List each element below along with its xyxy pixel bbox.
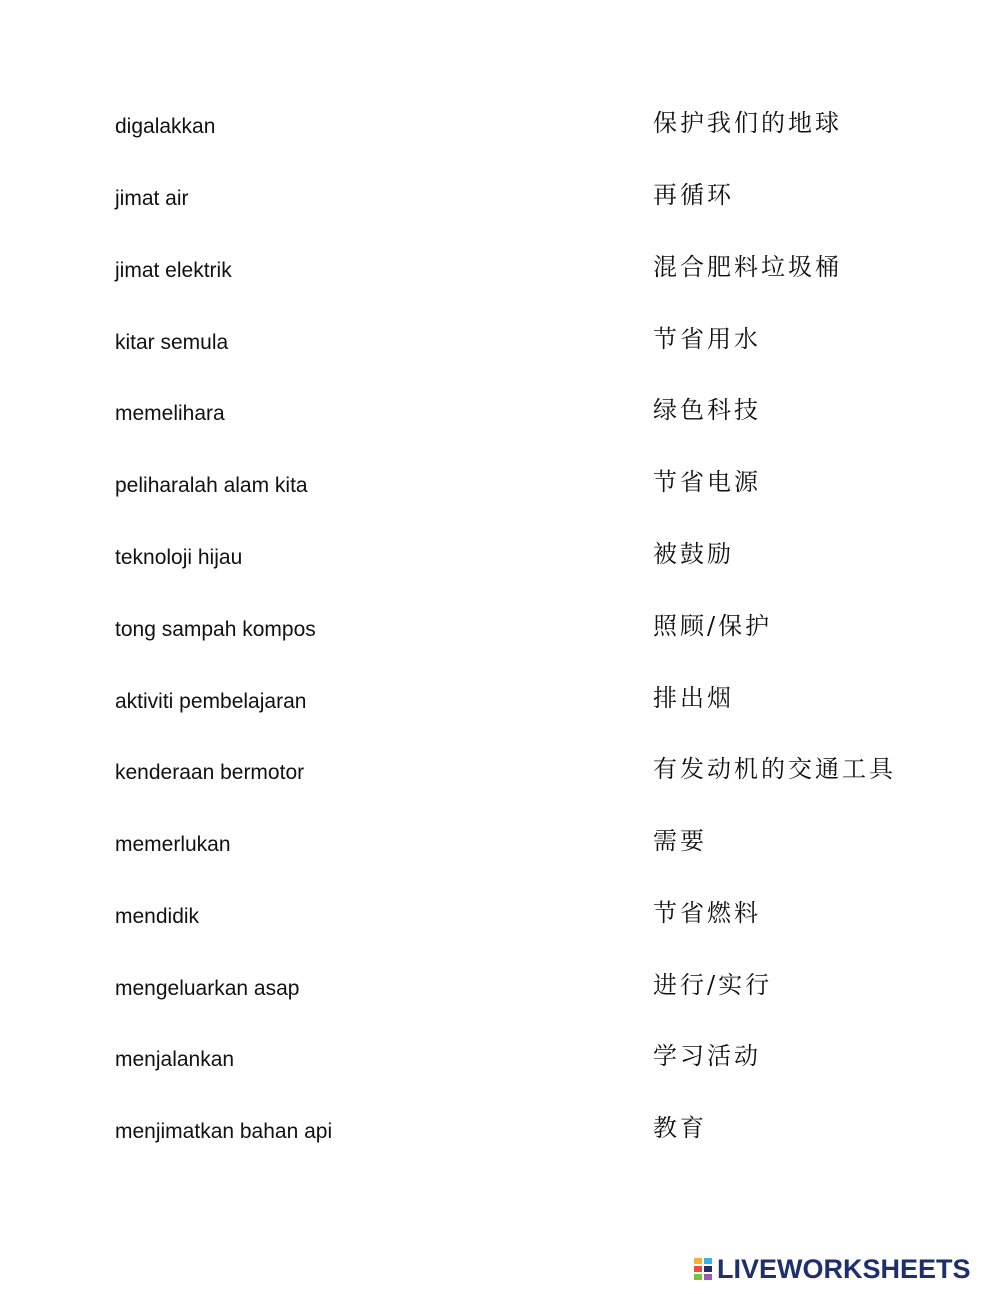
word-row	[0, 681, 1000, 721]
malay-word: aktiviti pembelajaran	[115, 690, 307, 713]
logo-cell	[693, 1257, 703, 1265]
logo-cell	[703, 1273, 713, 1281]
malay-word: digalakkan	[115, 115, 216, 138]
malay-word: menjimatkan bahan api	[115, 1120, 333, 1143]
liveworksheets-logo-icon	[693, 1257, 713, 1281]
malay-word: tong sampah kompos	[115, 618, 316, 641]
chinese-word: 照顾/保护	[653, 612, 773, 640]
logo-cell	[693, 1273, 703, 1281]
chinese-word: 需要	[653, 827, 707, 855]
word-row	[0, 465, 1000, 505]
malay-word: mengeluarkan asap	[115, 977, 300, 1000]
chinese-word: 节省电源	[653, 468, 761, 496]
word-row	[0, 824, 1000, 864]
liveworksheets-brand	[693, 1254, 971, 1284]
word-row	[0, 250, 1000, 290]
chinese-word: 节省燃料	[653, 899, 761, 927]
word-row	[0, 1039, 1000, 1079]
word-row	[0, 393, 1000, 433]
chinese-word: 再循环	[653, 181, 734, 209]
word-row	[0, 896, 1000, 936]
chinese-word: 排出烟	[653, 684, 734, 712]
chinese-word: 被鼓励	[653, 540, 734, 568]
chinese-word: 学习活动	[653, 1042, 761, 1070]
malay-word: kitar semula	[115, 331, 229, 354]
word-row	[0, 1111, 1000, 1151]
word-row	[0, 322, 1000, 362]
word-row	[0, 752, 1000, 792]
malay-word: jimat elektrik	[115, 259, 232, 282]
chinese-word: 进行/实行	[653, 971, 773, 999]
chinese-word: 绿色科技	[653, 396, 761, 424]
chinese-word: 保护我们的地球	[653, 109, 842, 137]
chinese-word: 节省用水	[653, 325, 761, 353]
brand-wordmark: LIVEWORKSHEETS	[717, 1254, 971, 1284]
malay-word: menjalankan	[115, 1048, 235, 1071]
logo-cell	[693, 1265, 703, 1273]
word-row	[0, 178, 1000, 218]
malay-word: mendidik	[115, 905, 200, 928]
word-row	[0, 968, 1000, 1008]
malay-word: kenderaan bermotor	[115, 761, 305, 784]
word-row	[0, 609, 1000, 649]
logo-cell	[703, 1257, 713, 1265]
malay-word: peliharalah alam kita	[115, 474, 308, 497]
malay-word: jimat air	[115, 187, 189, 210]
malay-word: teknoloji hijau	[115, 546, 243, 569]
word-row	[0, 537, 1000, 577]
chinese-word: 有发动机的交通工具	[653, 755, 896, 783]
malay-word: memerlukan	[115, 833, 231, 856]
chinese-word: 混合肥料垃圾桶	[653, 253, 842, 281]
chinese-word: 教育	[653, 1114, 707, 1142]
malay-word: memelihara	[115, 402, 225, 425]
logo-cell	[703, 1265, 713, 1273]
word-row	[0, 106, 1000, 146]
